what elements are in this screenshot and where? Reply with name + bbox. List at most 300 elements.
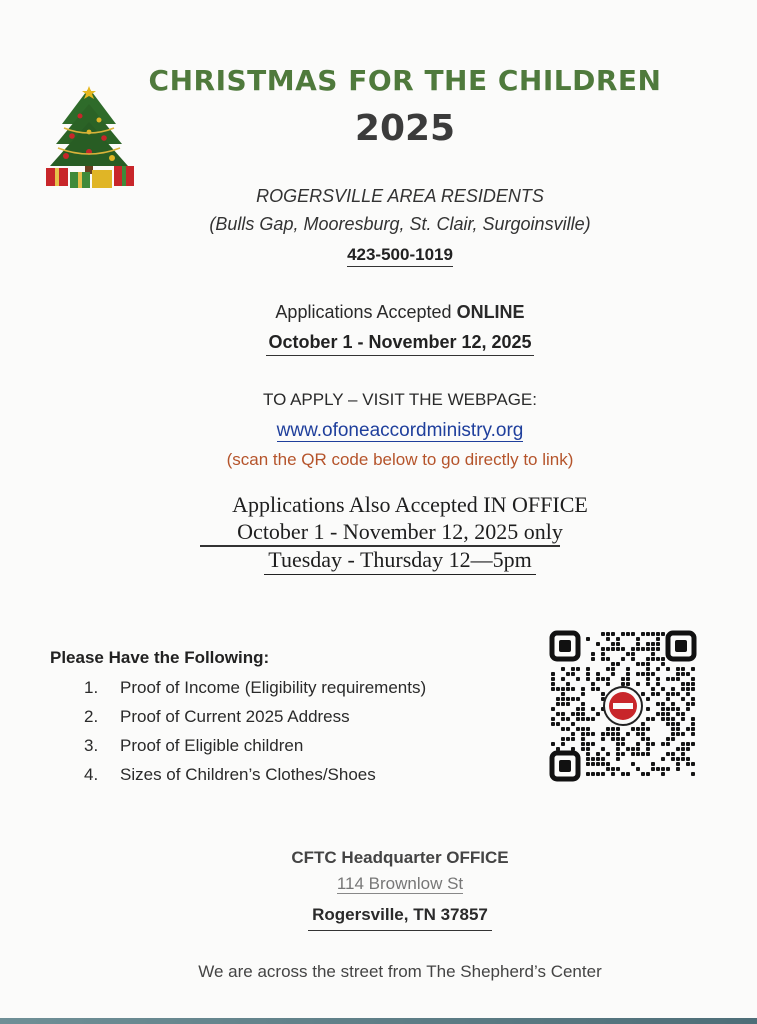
qr-module [661, 657, 665, 661]
qr-module [691, 762, 695, 766]
qr-module [581, 702, 585, 706]
qr-module [631, 657, 635, 661]
qr-module [666, 692, 670, 696]
qr-module [576, 707, 580, 711]
qr-module [666, 707, 670, 711]
qr-module [561, 727, 565, 731]
qr-module [636, 637, 640, 641]
qr-module [581, 732, 585, 736]
qr-module [676, 677, 680, 681]
qr-module [576, 677, 580, 681]
qr-module [691, 722, 695, 726]
online-dates-text: October 1 - November 12, 2025 [266, 332, 533, 356]
qr-module [636, 727, 640, 731]
qr-module [671, 717, 675, 721]
headquarters-name: CFTC Headquarter OFFICE [291, 848, 509, 867]
qr-module [551, 677, 555, 681]
online-prefix: Applications Accepted [275, 302, 452, 322]
qr-module [681, 667, 685, 671]
qr-module [656, 647, 660, 651]
qr-module [656, 702, 660, 706]
qr-module [676, 727, 680, 731]
qr-module [596, 772, 600, 776]
qr-module [671, 722, 675, 726]
qr-module [676, 747, 680, 751]
qr-module [576, 667, 580, 671]
qr-module [676, 767, 680, 771]
qr-module [646, 642, 650, 646]
qr-module [681, 742, 685, 746]
list-number: 4. [84, 765, 99, 784]
website-link[interactable] [140, 420, 660, 442]
qr-module [626, 772, 630, 776]
qr-module [656, 712, 660, 716]
qr-module [671, 692, 675, 696]
qr-module [566, 697, 570, 701]
online-mode: ONLINE [456, 302, 525, 322]
headquarters-city [140, 905, 660, 925]
office-dates: October 1 - November 12, 2025 only [237, 519, 563, 544]
qr-module [681, 757, 685, 761]
qr-module [646, 747, 650, 751]
qr-module [611, 642, 615, 646]
qr-module [611, 772, 615, 776]
qr-module [616, 642, 620, 646]
qr-module [601, 657, 605, 661]
qr-module [596, 752, 600, 756]
qr-module [686, 692, 690, 696]
qr-module [626, 632, 630, 636]
qr-module [646, 677, 650, 681]
qr-module [686, 757, 690, 761]
qr-module [591, 742, 595, 746]
qr-module [666, 717, 670, 721]
qr-module [606, 762, 610, 766]
qr-module [606, 667, 610, 671]
qr-module [656, 767, 660, 771]
qr-module [656, 667, 660, 671]
qr-module [666, 722, 670, 726]
scan-note: (scan the QR code below to go directly to link) [226, 450, 574, 469]
qr-module [671, 702, 675, 706]
qr-module [651, 742, 655, 746]
qr-module [646, 657, 650, 661]
qr-module [666, 767, 670, 771]
qr-module [636, 642, 640, 646]
qr-module [691, 772, 695, 776]
qr-module [636, 662, 640, 666]
qr-module [651, 692, 655, 696]
qr-module [581, 737, 585, 741]
qr-module [571, 697, 575, 701]
qr-module [581, 727, 585, 731]
qr-module [566, 687, 570, 691]
online-dates [140, 332, 660, 353]
list-text: Sizes of Children’s Clothes/Shoes [120, 765, 376, 784]
qr-module [671, 707, 675, 711]
qr-module [671, 757, 675, 761]
qr-module [671, 677, 675, 681]
qr-module [561, 697, 565, 701]
qr-module [676, 667, 680, 671]
qr-module [621, 772, 625, 776]
qr-module [561, 667, 565, 671]
qr-module [601, 732, 605, 736]
qr-module [661, 712, 665, 716]
qr-module [586, 732, 590, 736]
qr-module [616, 647, 620, 651]
qr-module [666, 737, 670, 741]
qr-module [621, 682, 625, 686]
qr-module [661, 717, 665, 721]
qr-module [641, 632, 645, 636]
qr-module [551, 707, 555, 711]
qr-module [591, 682, 595, 686]
qr-module [651, 642, 655, 646]
qr-module [621, 752, 625, 756]
requirements-title: Please Have the Following: [50, 648, 270, 667]
qr-module [556, 712, 560, 716]
qr-module [691, 717, 695, 721]
qr-module [611, 647, 615, 651]
qr-module [596, 672, 600, 676]
qr-module [616, 747, 620, 751]
qr-module [656, 632, 660, 636]
qr-module [621, 677, 625, 681]
qr-module [641, 672, 645, 676]
qr-module [641, 647, 645, 651]
qr-module [661, 702, 665, 706]
qr-module [661, 707, 665, 711]
qr-module [676, 762, 680, 766]
qr-module [551, 722, 555, 726]
qr-module [641, 727, 645, 731]
qr-module [651, 652, 655, 656]
qr-module [646, 697, 650, 701]
qr-module [631, 727, 635, 731]
qr-module [581, 687, 585, 691]
qr-module [601, 762, 605, 766]
qr-module [651, 657, 655, 661]
qr-module [691, 702, 695, 706]
qr-module [581, 747, 585, 751]
qr-module [626, 652, 630, 656]
qr-module [621, 657, 625, 661]
qr-module [551, 672, 555, 676]
qr-module [666, 677, 670, 681]
headquarters-street [140, 874, 660, 894]
qr-module [686, 727, 690, 731]
location-note: We are across the street from The Shepherd’s Center [198, 962, 602, 981]
qr-module [561, 737, 565, 741]
qr-module [656, 642, 660, 646]
qr-module [571, 747, 575, 751]
qr-module [586, 772, 590, 776]
qr-module [646, 772, 650, 776]
phone-number [140, 245, 660, 265]
qr-module [596, 762, 600, 766]
qr-module [641, 732, 645, 736]
qr-module [586, 672, 590, 676]
qr-module [636, 682, 640, 686]
qr-module [656, 637, 660, 641]
qr-module [646, 682, 650, 686]
qr-module [636, 647, 640, 651]
qr-module [591, 687, 595, 691]
qr-module [566, 672, 570, 676]
office-hours-text: Tuesday - Thursday 12—5pm [264, 547, 535, 575]
qr-module [676, 722, 680, 726]
qr-module [591, 772, 595, 776]
qr-module [566, 717, 570, 721]
qr-module [676, 712, 680, 716]
qr-module [681, 697, 685, 701]
qr-module [666, 742, 670, 746]
qr-module [651, 647, 655, 651]
qr-module [611, 672, 615, 676]
qr-module [691, 682, 695, 686]
qr-module [576, 727, 580, 731]
qr-module [636, 767, 640, 771]
qr-module [571, 687, 575, 691]
qr-module [646, 647, 650, 651]
qr-module [551, 682, 555, 686]
qr-module [651, 762, 655, 766]
qr-module [691, 732, 695, 736]
qr-module [681, 672, 685, 676]
qr-module [631, 647, 635, 651]
flyer-title: CHRISTMAS FOR THE CHILDREN [148, 64, 662, 97]
qr-module [641, 722, 645, 726]
qr-module [596, 642, 600, 646]
qr-module [621, 737, 625, 741]
qr-module [666, 712, 670, 716]
qr-module [601, 677, 605, 681]
qr-module [661, 757, 665, 761]
qr-module [581, 692, 585, 696]
qr-module [646, 737, 650, 741]
qr-module [586, 757, 590, 761]
qr-module [681, 752, 685, 756]
qr-module [596, 757, 600, 761]
qr-module [616, 662, 620, 666]
residents-heading: ROGERSVILLE AREA RESIDENTS [256, 186, 544, 206]
qr-module [626, 677, 630, 681]
qr-module [571, 737, 575, 741]
qr-module [566, 727, 570, 731]
qr-module [641, 772, 645, 776]
qr-module [601, 632, 605, 636]
qr-module [681, 747, 685, 751]
qr-module [651, 687, 655, 691]
qr-module [616, 767, 620, 771]
list-text: Proof of Eligible children [120, 736, 304, 755]
qr-module [686, 687, 690, 691]
qr-module [566, 682, 570, 686]
qr-module [561, 687, 565, 691]
qr-module [571, 732, 575, 736]
qr-module [576, 717, 580, 721]
qr-module [651, 717, 655, 721]
qr-module [551, 742, 555, 746]
qr-module [681, 712, 685, 716]
qr-code-icon[interactable] [547, 628, 699, 784]
qr-module [676, 672, 680, 676]
qr-module [586, 637, 590, 641]
qr-module [591, 652, 595, 656]
qr-module [616, 757, 620, 761]
qr-module [676, 732, 680, 736]
residents-areas: (Bulls Gap, Mooresburg, St. Clair, Surgoinsville) [209, 214, 591, 234]
qr-module [611, 737, 615, 741]
qr-module [566, 737, 570, 741]
requirements-list [84, 676, 524, 792]
qr-module [691, 742, 695, 746]
flyer-year: 2025 [354, 108, 456, 149]
qr-module [591, 717, 595, 721]
qr-module [626, 667, 630, 671]
qr-module [646, 672, 650, 676]
qr-module [666, 697, 670, 701]
list-text: Proof of Current 2025 Address [120, 707, 350, 726]
qr-module [561, 712, 565, 716]
qr-module [681, 687, 685, 691]
qr-module [571, 672, 575, 676]
qr-module [606, 752, 610, 756]
qr-module [586, 667, 590, 671]
qr-module [601, 772, 605, 776]
qr-module [671, 752, 675, 756]
qr-module [631, 652, 635, 656]
qr-module [646, 662, 650, 666]
list-item [84, 676, 524, 705]
qr-module [666, 667, 670, 671]
qr-module [676, 707, 680, 711]
qr-module [651, 672, 655, 676]
qr-module [606, 727, 610, 731]
qr-module [691, 697, 695, 701]
qr-module [601, 747, 605, 751]
qr-module [591, 707, 595, 711]
qr-module [621, 742, 625, 746]
qr-module [676, 757, 680, 761]
qr-module [636, 732, 640, 736]
qr-module [606, 657, 610, 661]
qr-module [606, 677, 610, 681]
office-heading: Applications Also Accepted IN OFFICE [232, 492, 588, 517]
qr-module [606, 637, 610, 641]
qr-module [686, 672, 690, 676]
qr-module [631, 752, 635, 756]
qr-module [636, 747, 640, 751]
apply-instruction: TO APPLY – VISIT THE WEBPAGE: [263, 390, 537, 409]
qr-module [671, 727, 675, 731]
qr-module [656, 692, 660, 696]
qr-module [606, 732, 610, 736]
qr-module [601, 737, 605, 741]
qr-module [631, 762, 635, 766]
list-text: Proof of Income (Eligibility requirements) [120, 678, 427, 697]
qr-module [626, 682, 630, 686]
qr-module [556, 702, 560, 706]
qr-module [636, 752, 640, 756]
qr-module [611, 732, 615, 736]
qr-module [591, 657, 595, 661]
qr-module [581, 717, 585, 721]
qr-module [606, 767, 610, 771]
qr-module [691, 727, 695, 731]
qr-module [636, 672, 640, 676]
qr-module [601, 757, 605, 761]
qr-module [596, 712, 600, 716]
qr-module [586, 762, 590, 766]
qr-module [641, 662, 645, 666]
qr-module [596, 687, 600, 691]
qr-module [656, 682, 660, 686]
qr-module [666, 752, 670, 756]
qr-module [641, 752, 645, 756]
qr-module [661, 767, 665, 771]
qr-module [561, 742, 565, 746]
qr-module [616, 727, 620, 731]
qr-module [661, 632, 665, 636]
qr-module [556, 747, 560, 751]
table-edge [0, 1018, 757, 1024]
qr-module [586, 717, 590, 721]
qr-module [661, 772, 665, 776]
qr-module [581, 707, 585, 711]
list-number: 3. [84, 736, 99, 755]
headquarters-street-text: 114 Brownlow St [336, 874, 464, 893]
qr-module [581, 742, 585, 746]
qr-module [676, 692, 680, 696]
qr-module [591, 757, 595, 761]
qr-module [631, 632, 635, 636]
qr-module [556, 687, 560, 691]
qr-module [616, 752, 620, 756]
qr-module [686, 702, 690, 706]
qr-module [571, 722, 575, 726]
qr-module [556, 697, 560, 701]
office-hours [180, 547, 620, 573]
qr-module [556, 722, 560, 726]
qr-module [571, 667, 575, 671]
list-number: 1. [84, 678, 99, 697]
qr-module [646, 667, 650, 671]
qr-module [691, 687, 695, 691]
qr-module [626, 747, 630, 751]
qr-module [561, 677, 565, 681]
qr-module [611, 632, 615, 636]
phone-number-text: 423-500-1019 [347, 245, 453, 267]
qr-module [646, 727, 650, 731]
website-link-text[interactable]: www.ofoneaccordministry.org [276, 420, 524, 441]
qr-module [681, 682, 685, 686]
qr-module [551, 717, 555, 721]
qr-module [601, 652, 605, 656]
qr-module [606, 682, 610, 686]
qr-module [621, 632, 625, 636]
qr-module [611, 667, 615, 671]
list-item [84, 763, 524, 792]
qr-module [641, 737, 645, 741]
qr-module [681, 732, 685, 736]
qr-module [616, 742, 620, 746]
qr-module [651, 632, 655, 636]
list-item [84, 705, 524, 734]
qr-module [681, 717, 685, 721]
qr-module [686, 742, 690, 746]
